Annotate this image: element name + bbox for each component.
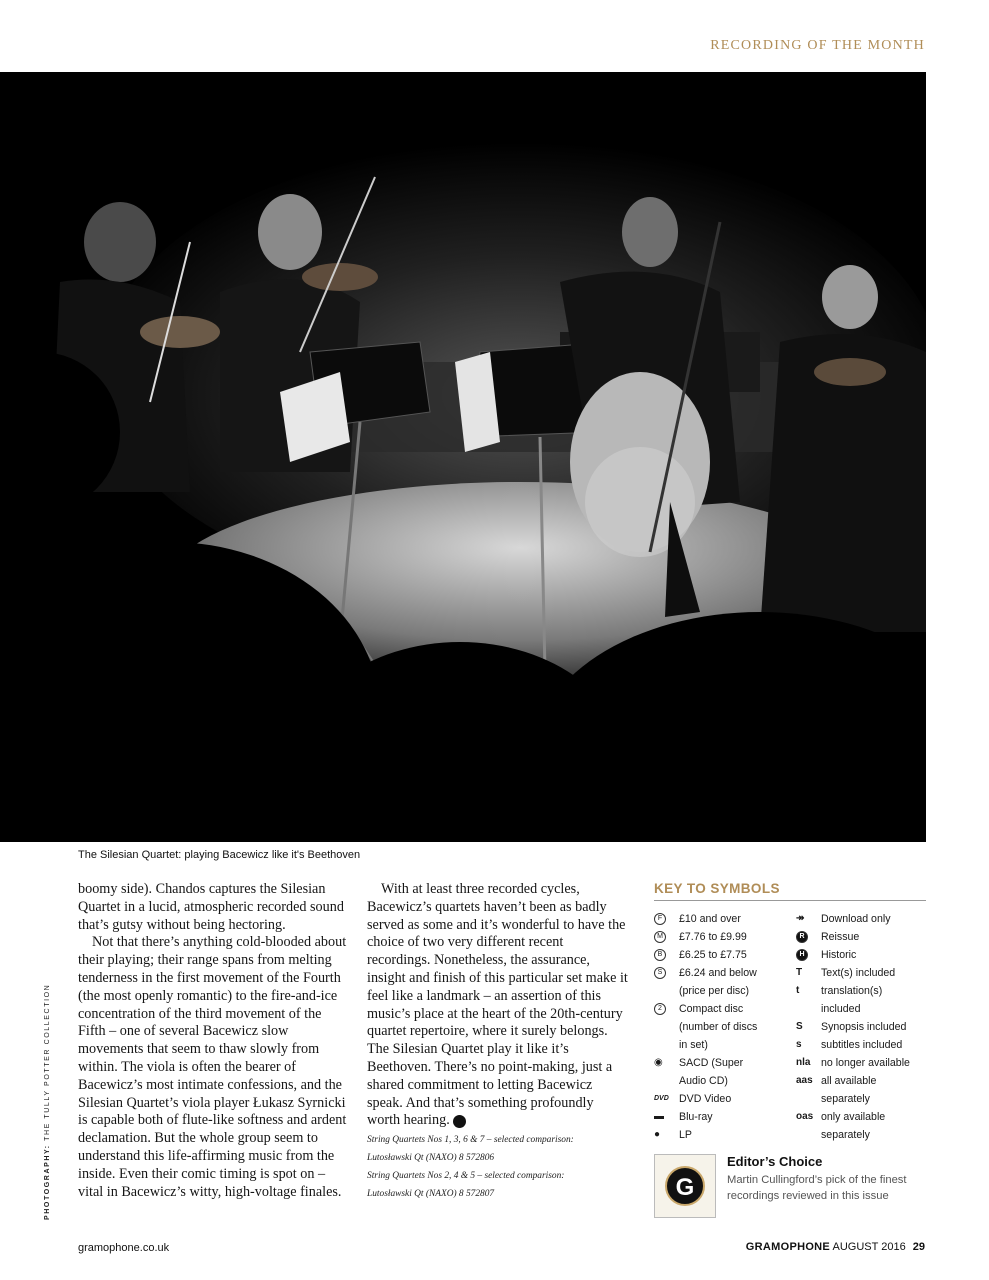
key-row bbox=[654, 1072, 796, 1090]
key-row bbox=[654, 964, 796, 982]
key-row bbox=[796, 982, 926, 1000]
key-symbol-icon bbox=[654, 964, 679, 982]
key-description: Blu-ray bbox=[679, 1111, 713, 1123]
key-symbol-icon bbox=[654, 1000, 679, 1018]
key-title: KEY TO SYMBOLS bbox=[654, 881, 926, 901]
key-description: no longer available bbox=[821, 1057, 910, 1069]
page-number: 29 bbox=[912, 1241, 925, 1253]
key-description: separately bbox=[821, 1093, 870, 1105]
article-paragraph: Not that there’s anything cold-blooded about their playing; their range spans from melting tenderness in the first movement of the Fourth (the most openly romantic) to the fire-and-ice concentration of the third movement of the Fifth – one of several Bacewicz slow movements that seem to thaw slowly from within. The viola is often the bearer of Bacewicz’s most intimate confessions, and the Silesian Quartet’s viola player Łukasz Syrnicki is capable both of flute-like softness and ardent declamation. But the whole group seem to understand this life-affirming music from the inside. Even their comic timing is spot on – vital in Bacewicz’s witty, high-voltage finales. bbox=[78, 934, 347, 1200]
key-description: LP bbox=[679, 1129, 692, 1141]
key-description: in set) bbox=[679, 1039, 708, 1051]
key-column-right bbox=[796, 910, 926, 1144]
key-row bbox=[796, 1036, 926, 1054]
key-symbol-glyph: F bbox=[654, 913, 666, 925]
editors-choice-text: Martin Cullingford’s pick of the finest recordings reviewed in this issue bbox=[727, 1174, 907, 1202]
key-description: (price per disc) bbox=[679, 985, 750, 997]
photo-credit-label: PHOTOGRAPHY: bbox=[44, 1144, 51, 1220]
key-symbol-glyph: M bbox=[654, 931, 666, 943]
key-description: Audio CD) bbox=[679, 1075, 728, 1087]
quartet-photo bbox=[0, 72, 926, 842]
key-symbol-icon: ● bbox=[654, 1129, 661, 1140]
key-row bbox=[654, 946, 796, 964]
article-paragraph bbox=[367, 881, 629, 1130]
key-symbol-icon bbox=[654, 1072, 679, 1090]
key-symbol-icon: S bbox=[796, 1021, 803, 1032]
key-row bbox=[796, 964, 926, 982]
key-description: £6.25 to £7.75 bbox=[679, 949, 747, 961]
key-symbol-icon: nla bbox=[796, 1057, 811, 1068]
key-row bbox=[796, 1000, 926, 1018]
key-symbol-glyph: R bbox=[796, 931, 808, 943]
key-symbol-icon bbox=[796, 946, 821, 964]
key-symbol-icon bbox=[654, 1018, 679, 1036]
key-row bbox=[654, 1090, 796, 1108]
key-to-symbols bbox=[654, 881, 926, 1141]
comparison-list bbox=[367, 1132, 629, 1203]
editors-choice-title: Editor’s Choice bbox=[727, 1154, 823, 1169]
key-symbol-glyph: 2 bbox=[654, 1003, 666, 1015]
section-header: RECORDING OF THE MONTH bbox=[710, 38, 925, 53]
quartet-photo-illustration bbox=[0, 72, 926, 842]
key-description: only available bbox=[821, 1111, 886, 1123]
key-symbol-glyph: H bbox=[796, 949, 808, 961]
key-row bbox=[796, 1018, 926, 1036]
gramophone-end-mark-icon: G bbox=[453, 1115, 466, 1128]
key-symbol-glyph: S bbox=[654, 967, 666, 979]
key-column-left bbox=[654, 910, 796, 1144]
photo-credit-name: THE TULLY POTTER COLLECTION bbox=[44, 983, 51, 1141]
key-symbol-glyph: B bbox=[654, 949, 666, 961]
key-row bbox=[796, 946, 926, 964]
key-description: all available bbox=[821, 1075, 877, 1087]
key-description: included bbox=[821, 1003, 861, 1015]
comparison-works: String Quartets Nos 2, 4 & 5 – selected comparison: bbox=[367, 1170, 565, 1181]
article-paragraph-text: With at least three recorded cycles, Bacewicz’s quartets haven’t been as badly served as some and it’s wonderful to have the choice of two very different recent recordings. Nonetheless, the assurance, insight and finish of this particular set make it feel like a landmark – an assertion of this music’s place at the heart of the 20th-century quartet repertoire, where it surely belongs. The Silesian Quartet play it like it’s Beethoven. There’s no point-making, just a shared commitment to letting Bacewicz speak. And that’s something profoundly worth hearing. bbox=[367, 881, 628, 1129]
key-symbol-icon: t bbox=[796, 985, 800, 996]
key-symbol-icon: ▬ bbox=[654, 1111, 664, 1122]
key-row bbox=[796, 1072, 926, 1090]
key-symbol-icon bbox=[796, 928, 821, 946]
key-row bbox=[654, 982, 796, 1000]
key-row bbox=[654, 910, 796, 928]
key-row bbox=[796, 1090, 926, 1108]
key-symbol-icon: aas bbox=[796, 1075, 813, 1086]
key-row bbox=[654, 1108, 796, 1126]
key-description: Synopsis included bbox=[821, 1021, 907, 1033]
footer-brand: GRAMOPHONE bbox=[745, 1241, 831, 1253]
comparison-recording: Lutosławski Qt (NAXO) 8 572806 bbox=[367, 1152, 495, 1163]
photo-caption: The Silesian Quartet: playing Bacewicz like it's Beethoven bbox=[78, 849, 361, 861]
key-row bbox=[654, 1126, 796, 1144]
key-description: (number of discs bbox=[679, 1021, 758, 1033]
footer-page-info bbox=[746, 1241, 925, 1253]
key-description: Text(s) included bbox=[821, 967, 896, 979]
key-symbol-icon bbox=[654, 982, 679, 1000]
key-description: £6.24 and below bbox=[679, 967, 757, 979]
key-symbol-icon bbox=[796, 1126, 821, 1144]
key-description: Reissue bbox=[821, 931, 860, 943]
key-row bbox=[654, 928, 796, 946]
key-symbol-icon: ↠ bbox=[796, 913, 805, 924]
key-symbol-icon: T bbox=[796, 967, 803, 978]
key-row bbox=[654, 1018, 796, 1036]
editors-choice-g-icon: G bbox=[665, 1166, 705, 1206]
key-description: £10 and over bbox=[679, 913, 741, 925]
footer-issue: AUGUST 2016 bbox=[832, 1241, 906, 1253]
key-description: Historic bbox=[821, 949, 857, 961]
key-row bbox=[654, 1000, 796, 1018]
photo-credit bbox=[44, 984, 51, 1220]
key-symbol-icon bbox=[654, 928, 679, 946]
key-row bbox=[796, 928, 926, 946]
article-paragraph: boomy side). Chandos captures the Silesian Quartet in a lucid, atmospheric recorded sound that’s gutsy without being hectoring. bbox=[78, 881, 344, 933]
key-description: DVD Video bbox=[679, 1093, 732, 1105]
key-symbol-icon bbox=[654, 1036, 679, 1054]
key-description: £7.76 to £9.99 bbox=[679, 931, 747, 943]
article-column-2 bbox=[367, 881, 629, 1203]
key-symbol-icon bbox=[796, 1090, 821, 1108]
key-row bbox=[796, 1108, 926, 1126]
key-description: subtitles included bbox=[821, 1039, 903, 1051]
key-symbol-icon bbox=[654, 946, 679, 964]
key-symbol-icon: s bbox=[796, 1039, 802, 1050]
article-column-1 bbox=[78, 881, 350, 1201]
editors-choice-badge bbox=[654, 1154, 716, 1218]
editors-choice bbox=[654, 1154, 926, 1220]
key-symbol-icon: oas bbox=[796, 1111, 814, 1122]
key-row bbox=[796, 1054, 926, 1072]
comparison-works: String Quartets Nos 1, 3, 6 & 7 – selected comparison: bbox=[367, 1135, 574, 1146]
key-symbol-icon bbox=[654, 910, 679, 928]
key-symbol-icon bbox=[796, 1000, 821, 1018]
key-row bbox=[654, 1054, 796, 1072]
footer-site: gramophone.co.uk bbox=[78, 1242, 170, 1254]
key-symbol-icon: ◉ bbox=[654, 1057, 663, 1068]
key-row bbox=[654, 1036, 796, 1054]
comparison-recording: Lutosławski Qt (NAXO) 8 572807 bbox=[367, 1188, 495, 1199]
key-row bbox=[796, 910, 926, 928]
key-description: separately bbox=[821, 1129, 870, 1141]
key-description: Compact disc bbox=[679, 1003, 744, 1015]
key-description: translation(s) bbox=[821, 985, 883, 997]
key-description: SACD (Super bbox=[679, 1057, 744, 1069]
key-symbol-icon: DVD bbox=[654, 1095, 669, 1102]
key-description: Download only bbox=[821, 913, 891, 925]
key-row bbox=[796, 1126, 926, 1144]
